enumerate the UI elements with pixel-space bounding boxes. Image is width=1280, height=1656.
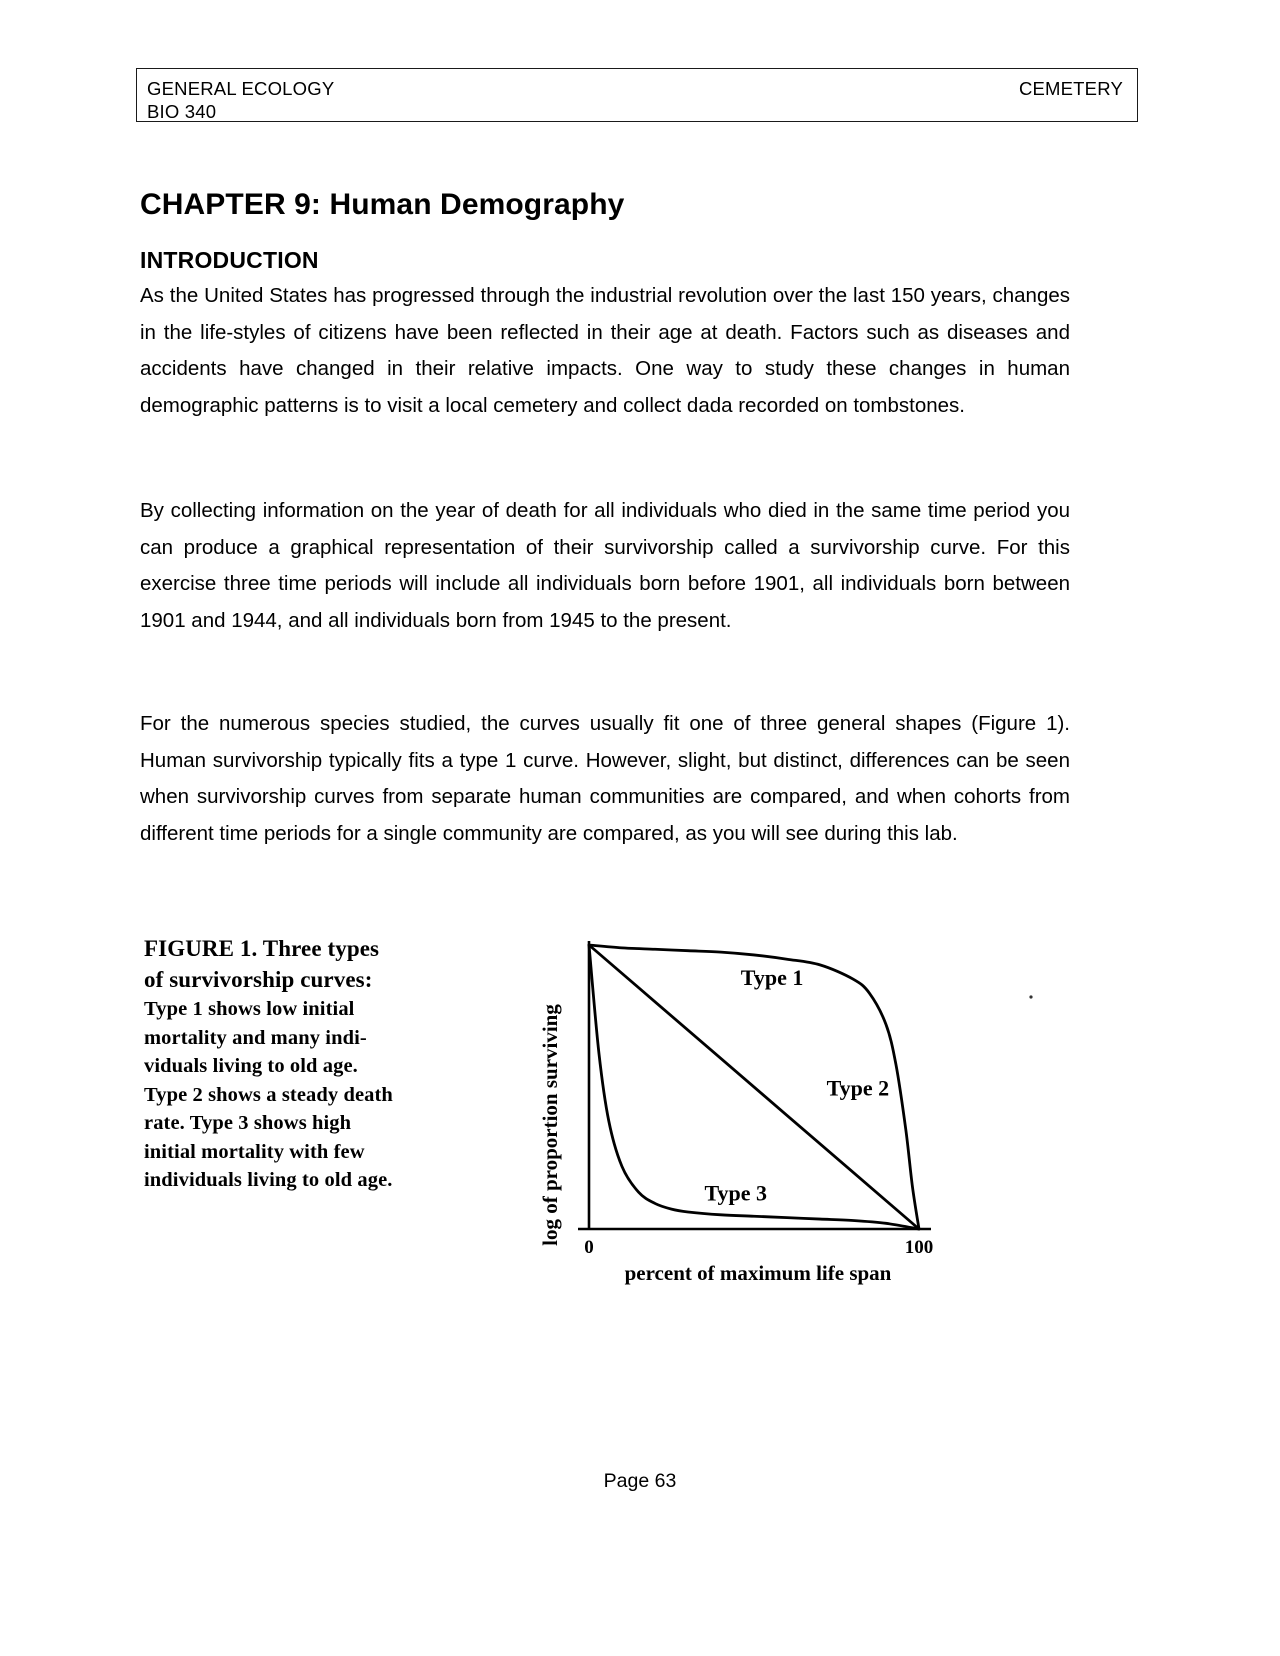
x-tick-label-0: 0	[584, 1237, 594, 1258]
y-axis-title: log of proportion surviving	[538, 1004, 562, 1246]
header-topic: CEMETERY	[1018, 78, 1123, 99]
survivorship-curves-chart	[531, 925, 1076, 1295]
figure-caption	[144, 933, 434, 1195]
figure-caption-lead	[144, 933, 434, 995]
figure-caption-body-line-5: rate. Type 3 shows high	[144, 1112, 352, 1134]
figure-caption-body-line-2: mortality and many indi-	[144, 1026, 367, 1049]
header-course-title: GENERAL ECOLOGY	[147, 78, 335, 99]
x-tick-label-100: 100	[904, 1237, 934, 1258]
curve-label-type-2: Type 2	[826, 1075, 890, 1101]
running-header-box	[136, 68, 1138, 122]
figure-caption-body	[144, 995, 434, 1195]
header-course-code: BIO 340	[147, 101, 217, 122]
header-left-block	[147, 77, 334, 123]
body-paragraph-3: For the numerous species studied, the curves usually fit one of three general shapes (Figure 1). Human survivorship typically fits a type 1 curve. However, slight, but distinct, differences can be seen when survivorship curves from separate human communities are compared, and when cohorts from different time periods for a single community are compared, as you will see during this lab.	[140, 712, 1070, 845]
curve-label-type-1: Type 1	[740, 964, 804, 990]
figure-caption-lead-line-2: of survivorship curves:	[144, 967, 373, 992]
figure-caption-body-line-3: viduals living to old age.	[144, 1055, 358, 1077]
curve-label-type-3: Type 3	[704, 1180, 768, 1206]
figure-caption-body-line-7: individuals living to old age.	[144, 1169, 393, 1191]
chart-canvas	[531, 925, 1076, 1295]
x-axis-title: percent of maximum life span	[624, 1261, 892, 1285]
section-heading-introduction: INTRODUCTION	[140, 247, 319, 274]
figure-caption-body-line-4: Type 2 shows a steady death	[144, 1083, 393, 1106]
page-title: CHAPTER 9: Human Demography	[140, 188, 625, 222]
body-paragraph-2: By collecting information on the year of death for all individuals who died in the same time period you can produce a graphical representation of their survivorship called a survivorship curve. For this exercise three time periods will include all individuals born before 1901, all individuals born between 1901 and 1944, and all individuals born from 1945 to the present.	[140, 499, 1070, 632]
page-footer: Page 63	[603, 1470, 677, 1492]
figure-caption-lead-line-1: FIGURE 1. Three types	[144, 936, 380, 961]
figure-caption-body-line-1: Type 1 shows low initial	[144, 998, 355, 1020]
scan-speck	[1029, 995, 1032, 998]
figure-caption-body-line-6: initial mortality with few	[144, 1140, 365, 1163]
body-paragraph-1: As the United States has progressed through the industrial revolution over the last 150 years, changes in the life-styles of citizens have been reflected in their age at death. Factors such as diseases and accidents have changed in their relative impacts. One way to study these changes in human demographic patterns is to visit a local cemetery and collect dada recorded on tombstones.	[140, 284, 1070, 417]
figure-1	[136, 925, 1086, 1295]
